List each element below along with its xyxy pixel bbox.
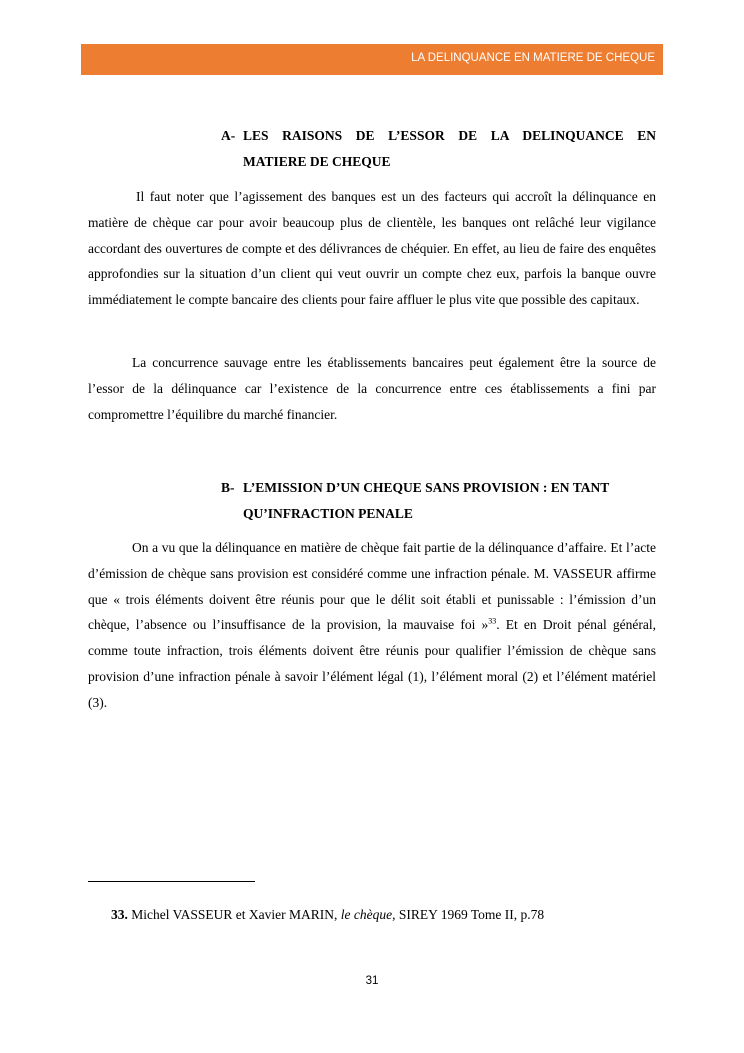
section-b-paragraph-text-1: On a vu que la délinquance en matière de chèque fait partie de la délinquance d’affaire. Et l’acte d’émission de chèque sans provision est considéré comme une infraction pénale. M. VASSEUR affirme que « trois éléments doivent être réunis pour que le délit soit établi et punissable : l’émission d’un chèque, l’absence ou l’insuffisance de la provision, la mauvaise foi » [88, 540, 656, 633]
footnote-reference[interactable]: 33 [488, 616, 497, 626]
section-b-paragraph [88, 535, 656, 716]
section-b-heading [221, 475, 656, 527]
section-b-title [243, 475, 656, 527]
section-a-title-line2: MATIERE DE CHEQUE [243, 154, 391, 169]
section-b-paragraph-text-2: . Et en Droit pénal général, comme toute infraction, trois éléments doivent être réunis pour qualifier l’émission de chèque sans provision d’une infraction pénale à savoir l’élément légal (1), l’élément moral (2) et l’élément matériel (3). [88, 617, 656, 710]
footnote-title: le chèque [340, 907, 393, 922]
footnote-author: Michel VASSEUR et Xavier MARIN, [131, 907, 338, 922]
section-b-marker: B- [221, 480, 235, 495]
running-header [81, 44, 663, 75]
footnote-number: 33. [111, 907, 128, 922]
page-number: 31 [365, 975, 379, 987]
footnote-rest: , SIREY 1969 Tome II, p.78 [392, 907, 545, 922]
footnote-33 [111, 907, 544, 923]
footnote-separator [88, 881, 255, 882]
section-a-marker: A- [221, 128, 236, 143]
section-a-title-line1: LES RAISONS DE L’ESSOR DE LA DELINQUANCE EN [243, 128, 656, 143]
running-header-title: LA DELINQUANCE EN MATIERE DE CHEQUE [411, 52, 655, 64]
section-b-title-line1: L’EMISSION D’UN CHEQUE SANS PROVISION : EN TANT [243, 480, 610, 495]
section-a-paragraph-1: Il faut noter que l’agissement des banques est un des facteurs qui accroît la délinquance en matière de chèque car pour avoir beaucoup plus de clientèle, les banques ont relâché leur vigilance accordant des ouvertures de compte et des délivrances de chéquier. En effet, au lieu de faire des enquêtes approfondies sur la situation d’un client qui veut ouvrir un compte chez eux, parfois la banque ouvre immédiatement le compte bancaire des clients pour faire affluer le plus vite que possible des capitaux. [88, 189, 656, 308]
section-b-title-line2: QU’INFRACTION PENALE [243, 506, 413, 521]
section-a-heading [221, 123, 656, 175]
section-a-paragraph-2: La concurrence sauvage entre les établissements bancaires peut également être la source de l’essor de la délinquance car l’existence de la concurrence entre ces établissements a fini par compromettre l’équilibre du marché financier. [88, 355, 656, 422]
section-a-title [243, 123, 656, 175]
